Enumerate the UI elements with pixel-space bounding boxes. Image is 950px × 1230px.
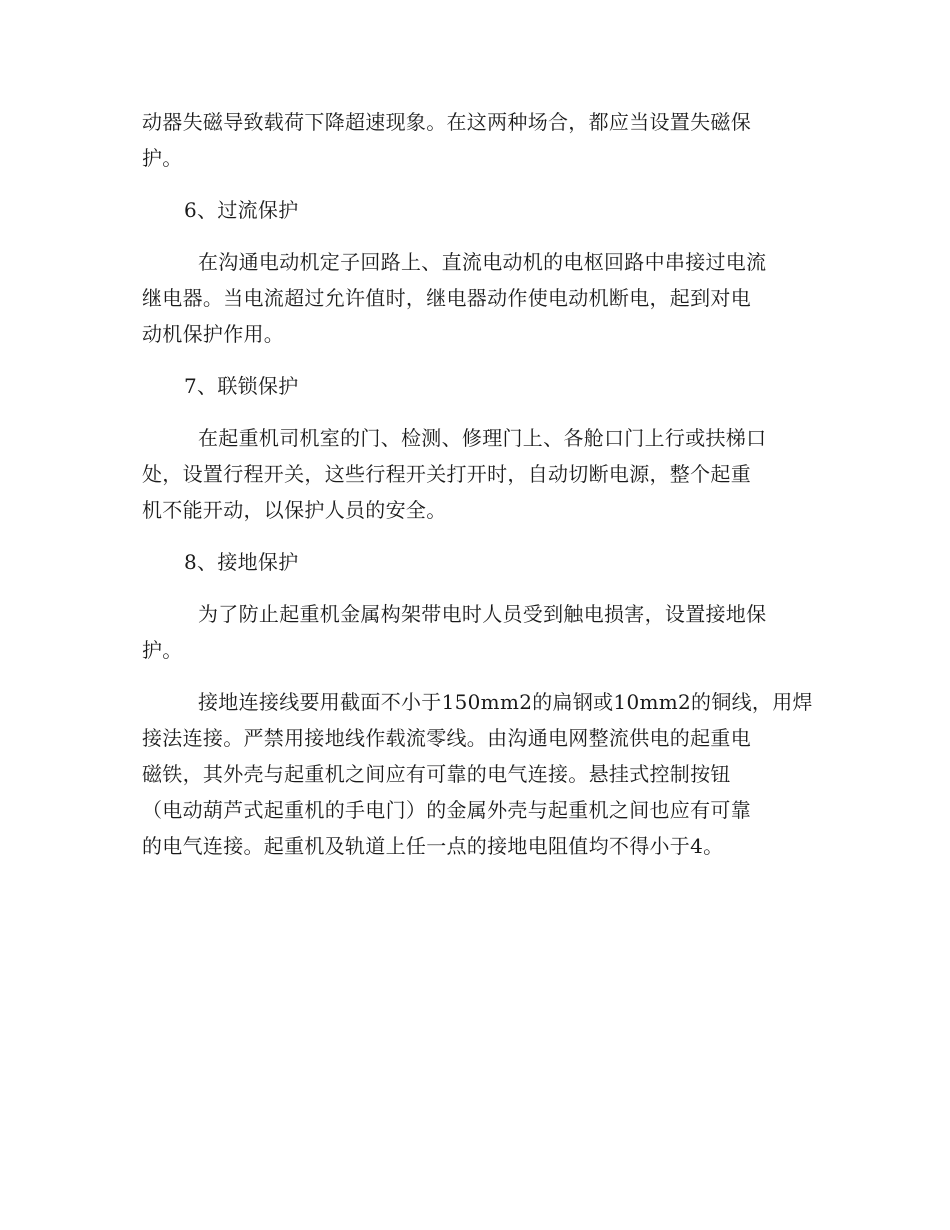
document-body	[142, 104, 813, 864]
text-line: 为了防止起重机金属构架带电时人员受到触电损害，设置接地保	[198, 602, 767, 626]
text-line: 在沟通电动机定子回路上、直流电动机的电枢回路中串接过电流	[198, 250, 767, 274]
text-line: 的电气连接。起重机及轨道上任一点的接地电阻值均不得小于4。	[142, 834, 724, 858]
paragraph-grounding-intro	[142, 596, 807, 668]
text-line: 机不能开动，以保护人员的安全。	[142, 498, 447, 522]
text-line: 动器失磁导致载荷下降超速现象。在这两种场合，都应当设置失磁保	[142, 110, 751, 134]
section-heading-overcurrent: 6、过流保护	[184, 198, 299, 222]
text-line: 磁铁，其外壳与起重机之间应有可靠的电气连接。悬挂式控制按钮	[142, 762, 731, 786]
paragraph-grounding-details	[142, 684, 813, 864]
text-line: 接法连接。严禁用接地线作载流零线。由沟通电网整流供电的起重电	[142, 726, 751, 750]
text-line: 护。	[142, 146, 183, 170]
section-heading-interlock: 7、联锁保护	[184, 374, 299, 398]
text-line: 护。	[142, 638, 183, 662]
section-heading-grounding: 8、接地保护	[184, 550, 299, 574]
paragraph-interlock	[142, 420, 807, 528]
text-line: 在起重机司机室的门、检测、修理门上、各舱口门上行或扶梯口	[198, 426, 767, 450]
text-line: 动机保护作用。	[142, 322, 285, 346]
paragraph-demagnetization-continued	[142, 104, 807, 176]
paragraph-overcurrent	[142, 244, 807, 352]
text-line: 处，设置行程开关，这些行程开关打开时，自动切断电源，整个起重	[142, 462, 751, 486]
text-line: 接地连接线要用截面不小于150mm2的扁钢或10mm2的铜线，用焊	[198, 690, 813, 714]
text-line: （电动葫芦式起重机的手电门）的金属外壳与起重机之间也应有可靠	[142, 798, 751, 822]
text-line: 继电器。当电流超过允许值时，继电器动作使电动机断电，起到对电	[142, 286, 751, 310]
